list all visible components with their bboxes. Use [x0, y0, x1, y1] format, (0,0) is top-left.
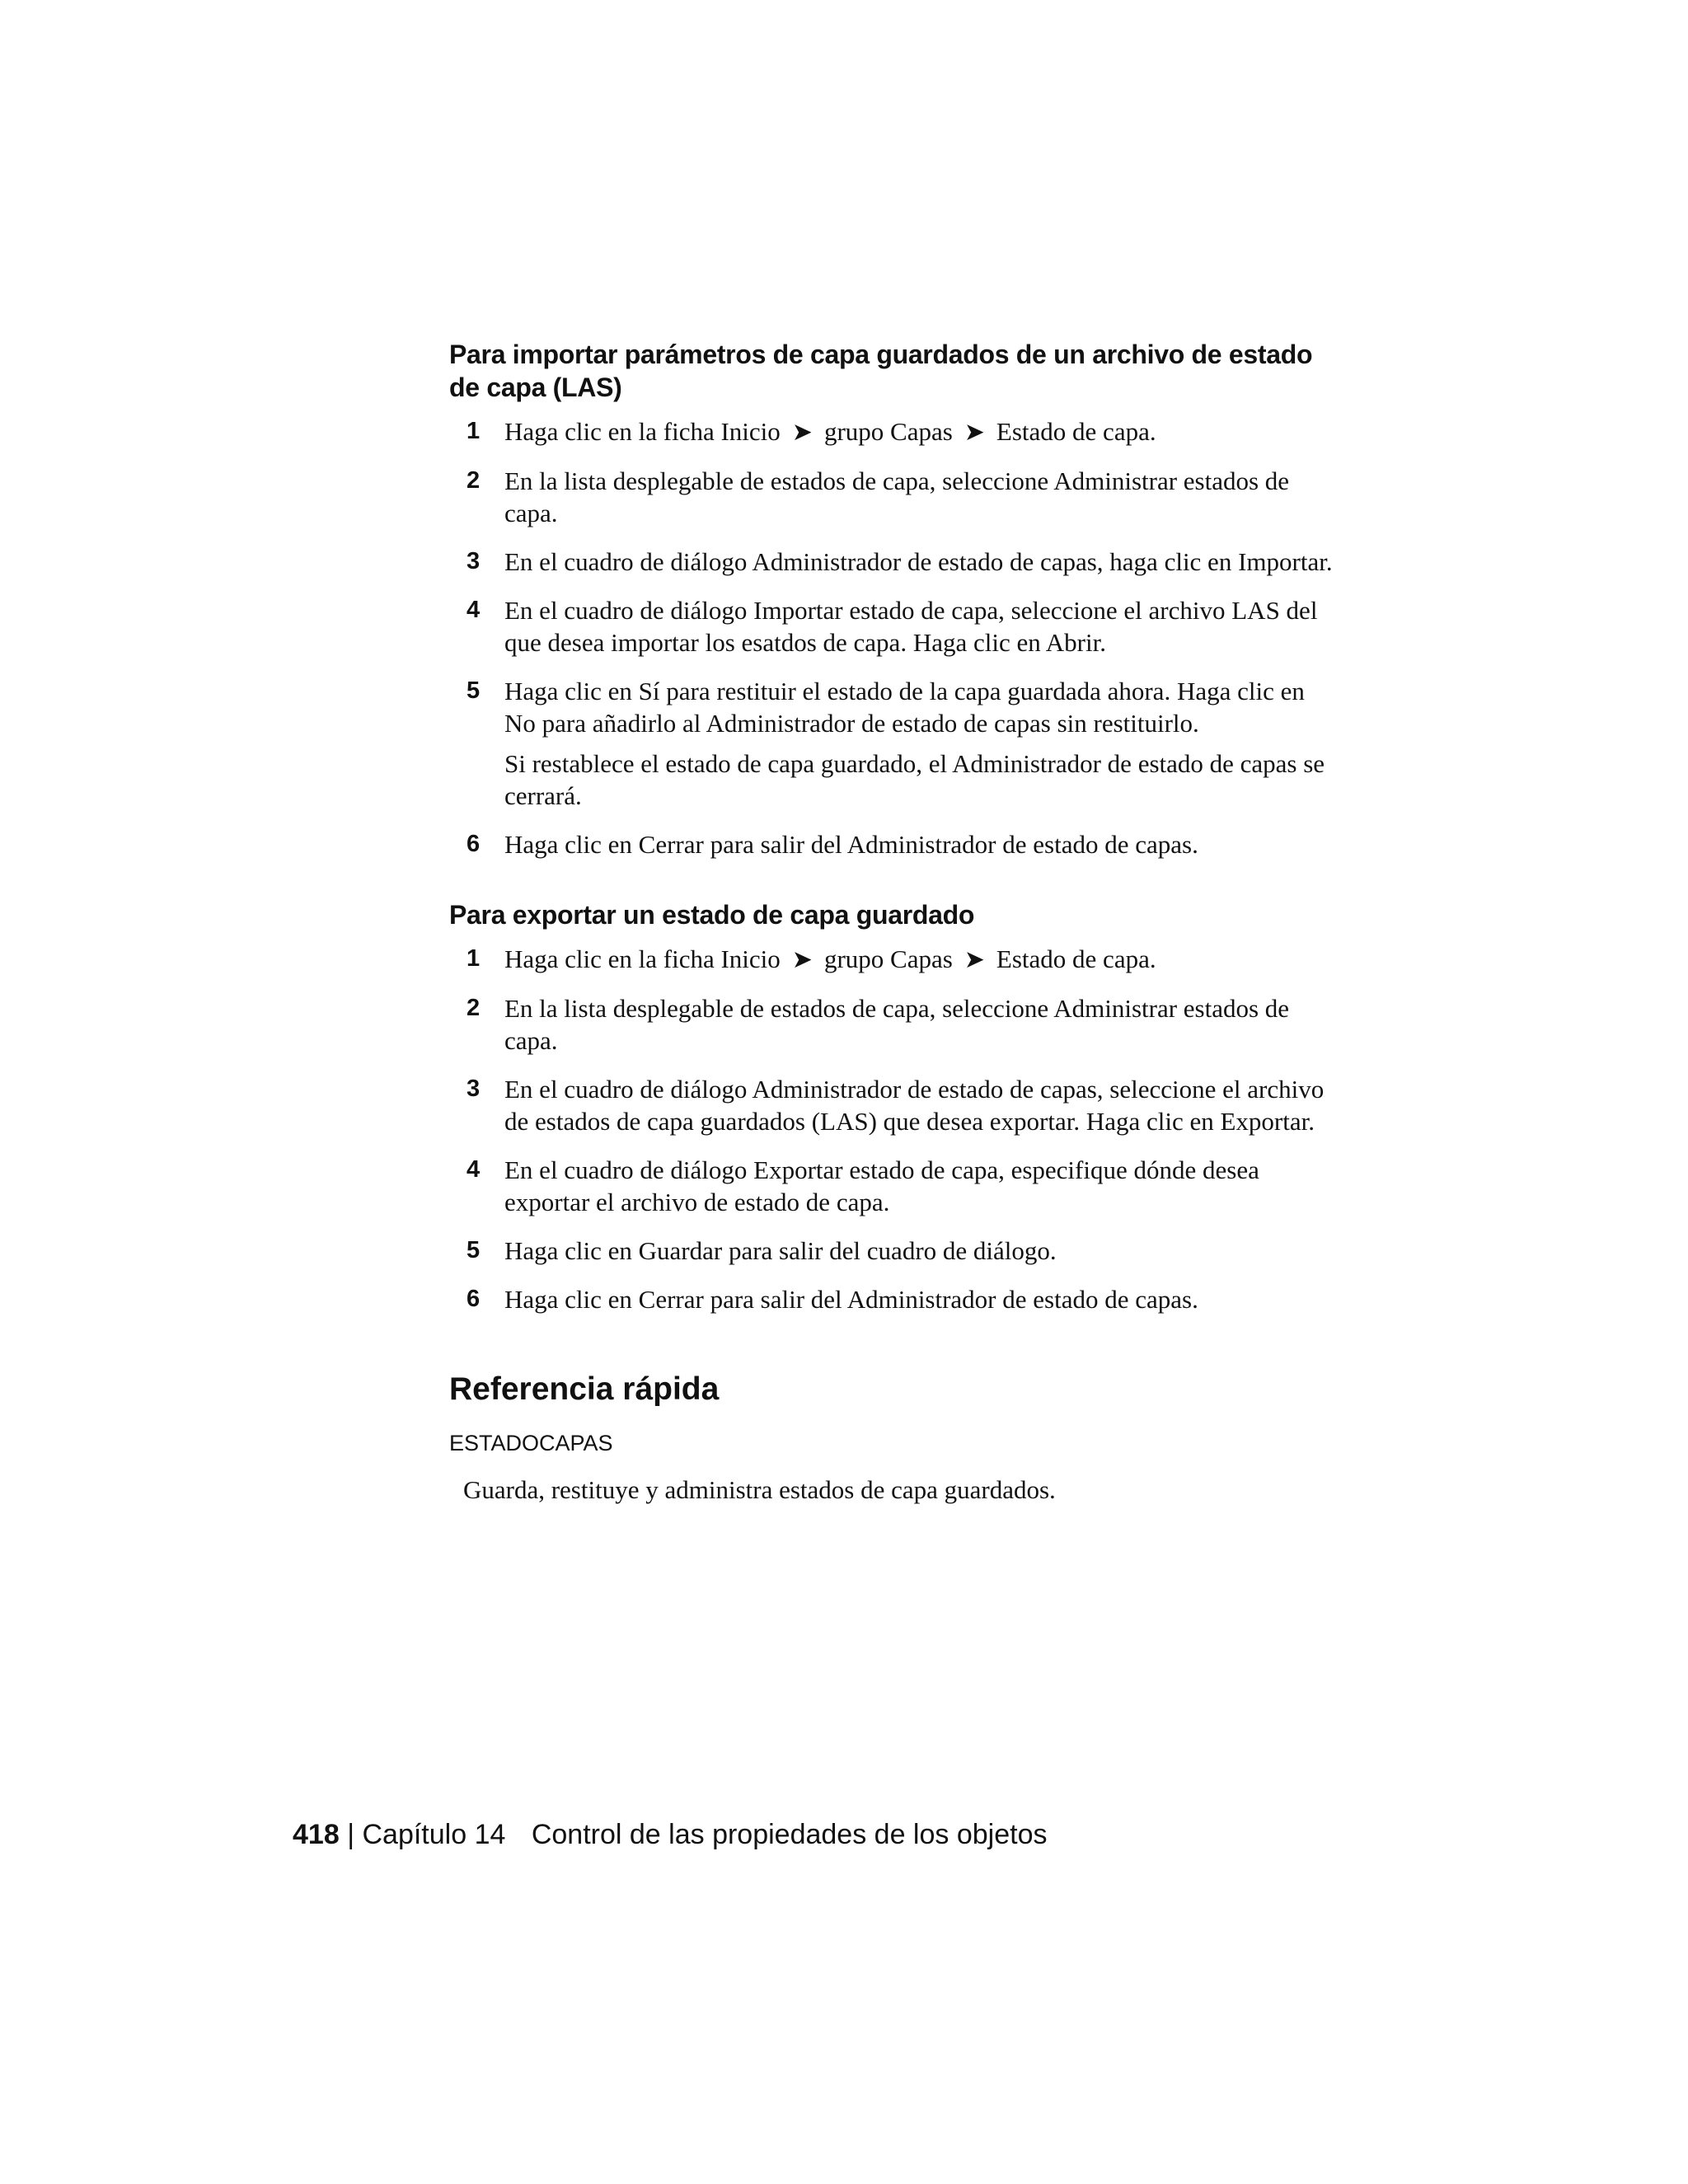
step-text: grupo Capas: [823, 417, 953, 446]
step-text: Haga clic en la ficha Inicio: [504, 944, 781, 973]
import-step-5: [449, 675, 1339, 812]
arrow-right-icon: ➤: [791, 418, 813, 447]
step-text: Estado de capa.: [996, 417, 1156, 446]
arrow-right-icon: ➤: [791, 945, 813, 974]
chapter-title: Control de las propiedades de los objetos: [531, 1819, 1048, 1850]
step-number: 5: [467, 677, 481, 704]
page-content: [449, 338, 1339, 1506]
step-number: 6: [467, 1286, 481, 1312]
quick-reference-title: Referencia rápida: [449, 1371, 720, 1407]
import-step-1: [449, 415, 1339, 448]
step-note: Si restablece el estado de capa guardado, el Administrador de estado de capas se cerrará.: [504, 749, 1325, 810]
export-step-3: [449, 1073, 1339, 1137]
chapter-label: Capítulo 14: [362, 1819, 506, 1850]
export-step-1: [449, 943, 1339, 976]
import-step-3: [449, 546, 1339, 578]
page-footer: [293, 1816, 1047, 1853]
step-number: 1: [467, 945, 481, 972]
step-number: 4: [467, 597, 481, 623]
step-number: 2: [467, 995, 481, 1021]
export-step-6: [449, 1283, 1339, 1315]
import-step-4: [449, 594, 1339, 658]
step-text: Haga clic en Cerrar para salir del Administrador de estado de capas.: [504, 830, 1198, 859]
step-text: Estado de capa.: [996, 944, 1156, 973]
command-description: Guarda, restituye y administra estados de capa guardados.: [463, 1475, 1056, 1504]
step-number: 2: [467, 467, 481, 494]
step-number: 6: [467, 831, 481, 857]
step-text: Haga clic en la ficha Inicio: [504, 417, 781, 446]
import-procedure-heading: Para importar parámetros de capa guardados de un archivo de estado de capa (LAS): [449, 340, 1313, 402]
step-text: Haga clic en Guardar para salir del cuadro de diálogo.: [504, 1236, 1057, 1265]
step-number: 1: [467, 418, 481, 444]
step-text: En la lista desplegable de estados de capa, seleccione Administrar estados de capa.: [504, 466, 1290, 527]
arrow-right-icon: ➤: [964, 418, 985, 447]
command-name: ESTADOCAPAS: [449, 1431, 613, 1455]
import-step-2: [449, 465, 1339, 529]
step-text: Haga clic en Cerrar para salir del Administrador de estado de capas.: [504, 1285, 1198, 1314]
export-procedure-heading: Para exportar un estado de capa guardado: [449, 900, 975, 930]
export-steps-list: [449, 943, 1339, 1315]
import-step-6: [449, 828, 1339, 860]
arrow-right-icon: ➤: [964, 945, 985, 974]
export-step-4: [449, 1154, 1339, 1218]
step-number: 4: [467, 1156, 481, 1183]
step-text: En el cuadro de diálogo Exportar estado de capa, especifique dónde desea exportar el archivo de estado de capa.: [504, 1155, 1259, 1216]
step-text: En la lista desplegable de estados de capa, seleccione Administrar estados de capa.: [504, 994, 1290, 1055]
step-text: En el cuadro de diálogo Administrador de estado de capas, seleccione el archivo de estados de capa guardados (LAS) que desea exportar. Haga clic en Exportar.: [504, 1075, 1325, 1136]
import-steps-list: [449, 415, 1339, 860]
step-number: 3: [467, 548, 481, 574]
step-text: grupo Capas: [823, 944, 953, 973]
step-number: 5: [467, 1237, 481, 1263]
export-step-5: [449, 1235, 1339, 1267]
step-text: Haga clic en Sí para restituir el estado de la capa guardada ahora. Haga clic en No para añadirlo al Administrador de estado de capas sin restituirlo.: [504, 677, 1305, 738]
footer-separator: |: [347, 1819, 355, 1850]
page-number: 418: [293, 1819, 340, 1850]
step-text: En el cuadro de diálogo Administrador de estado de capas, haga clic en Importar.: [504, 547, 1333, 576]
step-number: 3: [467, 1076, 481, 1102]
step-text: En el cuadro de diálogo Importar estado de capa, seleccione el archivo LAS del que desea importar los esatdos de capa. Haga clic en Abrir.: [504, 596, 1318, 657]
export-step-2: [449, 992, 1339, 1057]
